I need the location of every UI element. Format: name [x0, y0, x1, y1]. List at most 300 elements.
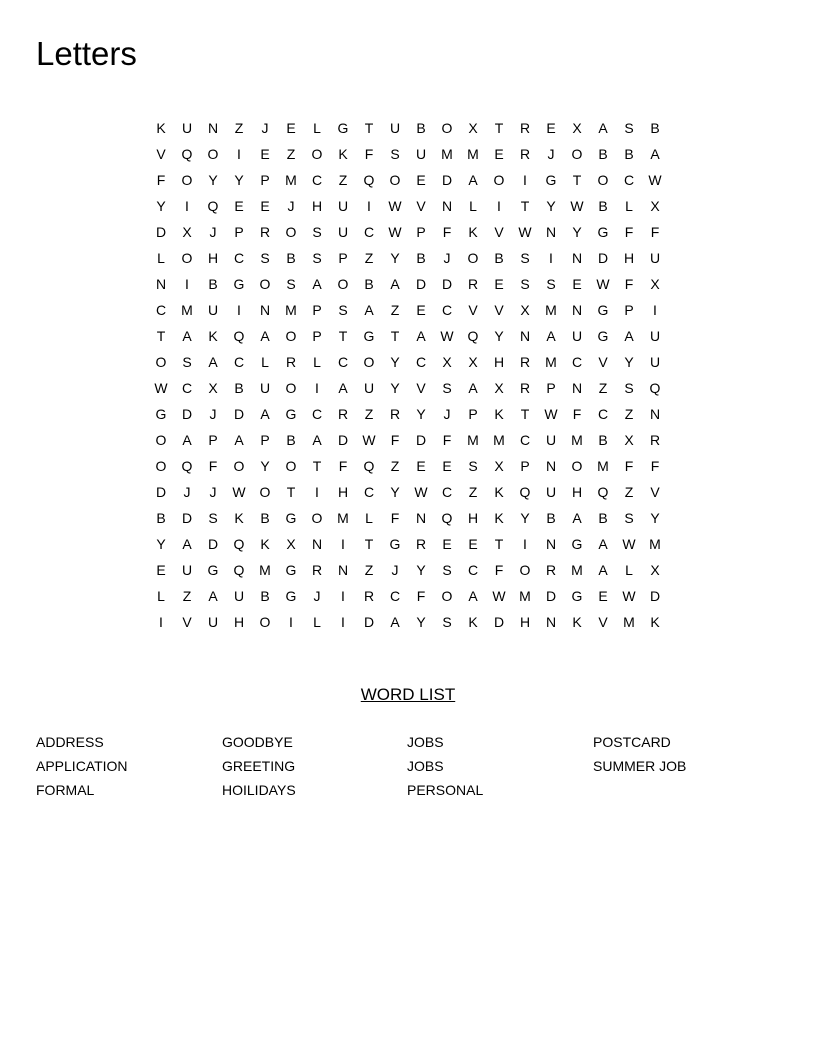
grid-row	[148, 245, 668, 271]
grid-letter: H	[493, 354, 505, 370]
grid-letter: U	[337, 198, 349, 214]
grid-letter: H	[233, 614, 245, 630]
grid-letter: O	[311, 510, 323, 526]
grid-letter: N	[571, 302, 583, 318]
grid-letter: Z	[286, 146, 296, 162]
grid-letter: Y	[546, 198, 556, 214]
grid-letter: C	[519, 432, 531, 448]
grid-letter: B	[156, 510, 166, 526]
grid-row	[148, 505, 668, 531]
grid-letter: E	[494, 146, 504, 162]
grid-letter: I	[315, 380, 319, 396]
word-list-column	[36, 730, 221, 802]
grid-letter: N	[155, 276, 167, 292]
grid-letter: Z	[234, 120, 244, 136]
grid-letter: D	[649, 588, 661, 604]
grid-row	[148, 115, 668, 141]
grid-letter: G	[597, 302, 609, 318]
grid-letter: B	[650, 120, 660, 136]
grid-letter: Y	[572, 224, 582, 240]
grid-letter: E	[546, 120, 556, 136]
grid-letter: W	[362, 432, 376, 448]
grid-letter: P	[312, 302, 322, 318]
grid-letter: S	[312, 224, 322, 240]
word-list-item: HOILIDAYS	[222, 782, 296, 798]
grid-letter: C	[597, 406, 609, 422]
grid-letter: T	[520, 406, 530, 422]
grid-letter: O	[259, 276, 271, 292]
word-list-item: GOODBYE	[222, 734, 293, 750]
grid-letter: X	[624, 432, 634, 448]
grid-letter: J	[209, 224, 217, 240]
grid-letter: B	[546, 510, 556, 526]
grid-letter: A	[208, 354, 218, 370]
page-title: Letters	[36, 35, 137, 72]
grid-letter: Y	[390, 250, 400, 266]
grid-letter: I	[289, 614, 293, 630]
grid-letter: A	[260, 406, 270, 422]
grid-letter: Y	[494, 328, 504, 344]
grid-letter: W	[596, 276, 610, 292]
grid-letter: N	[571, 380, 583, 396]
grid-letter: G	[337, 120, 349, 136]
grid-letter: O	[311, 146, 323, 162]
grid-letter: S	[624, 380, 634, 396]
grid-row	[148, 349, 668, 375]
grid-letter: G	[285, 510, 297, 526]
word-list-column	[222, 730, 407, 802]
grid-letter: W	[414, 484, 428, 500]
word-list-item: JOBS	[407, 734, 444, 750]
grid-letter: O	[285, 458, 297, 474]
grid-letter: X	[442, 354, 452, 370]
grid-letter: R	[519, 380, 531, 396]
grid-letter: H	[519, 614, 531, 630]
grid-letter: F	[494, 562, 504, 578]
grid-letter: M	[285, 172, 297, 188]
grid-letter: O	[493, 172, 505, 188]
grid-letter: J	[391, 562, 399, 578]
grid-letter: D	[233, 406, 245, 422]
grid-letter: R	[545, 562, 557, 578]
grid-letter: B	[416, 250, 426, 266]
grid-letter: B	[494, 250, 504, 266]
grid-letter: K	[208, 328, 218, 344]
grid-letter: F	[572, 406, 582, 422]
grid-letter: R	[363, 588, 375, 604]
grid-letter: C	[233, 250, 245, 266]
grid-letter: J	[261, 120, 269, 136]
grid-letter: J	[209, 406, 217, 422]
grid-letter: A	[416, 328, 426, 344]
grid-letter: A	[364, 302, 374, 318]
grid-letter: O	[285, 380, 297, 396]
grid-letter: M	[571, 432, 583, 448]
grid-letter: T	[520, 198, 530, 214]
grid-letter: Y	[390, 484, 400, 500]
grid-letter: Y	[208, 172, 218, 188]
grid-letter: C	[415, 354, 427, 370]
grid-letter: X	[182, 224, 192, 240]
grid-letter: Y	[390, 380, 400, 396]
grid-letter: X	[520, 302, 530, 318]
grid-letter: D	[181, 406, 193, 422]
grid-letter: M	[259, 562, 271, 578]
grid-letter: I	[653, 302, 657, 318]
grid-letter: M	[545, 354, 557, 370]
grid-letter: E	[156, 562, 166, 578]
grid-letter: L	[625, 198, 633, 214]
grid-letter: I	[315, 484, 319, 500]
grid-letter: J	[287, 198, 295, 214]
grid-row	[148, 323, 668, 349]
grid-letter: K	[572, 614, 582, 630]
grid-letter: M	[285, 302, 297, 318]
grid-letter: O	[285, 328, 297, 344]
grid-letter: S	[468, 458, 478, 474]
grid-letter: F	[338, 458, 348, 474]
grid-letter: E	[260, 146, 270, 162]
grid-letter: D	[545, 588, 557, 604]
grid-letter: V	[416, 380, 426, 396]
grid-letter: I	[237, 146, 241, 162]
grid-letter: R	[519, 120, 531, 136]
grid-letter: S	[260, 250, 270, 266]
grid-letter: D	[207, 536, 219, 552]
grid-letter: O	[207, 146, 219, 162]
grid-letter: E	[260, 198, 270, 214]
grid-letter: I	[185, 198, 189, 214]
grid-letter: T	[338, 328, 348, 344]
grid-letter: A	[390, 614, 400, 630]
grid-letter: B	[364, 276, 374, 292]
grid-letter: A	[624, 328, 634, 344]
grid-letter: M	[337, 510, 349, 526]
grid-letter: W	[622, 536, 636, 552]
grid-letter: V	[468, 302, 478, 318]
grid-letter: C	[363, 224, 375, 240]
grid-letter: I	[185, 276, 189, 292]
grid-letter: D	[363, 614, 375, 630]
grid-letter: Z	[390, 302, 400, 318]
grid-letter: N	[311, 536, 323, 552]
grid-letter: U	[337, 224, 349, 240]
grid-letter: Y	[416, 406, 426, 422]
grid-letter: F	[390, 510, 400, 526]
grid-letter: U	[545, 432, 557, 448]
grid-letter: W	[518, 224, 532, 240]
grid-letter: O	[571, 146, 583, 162]
grid-letter: I	[523, 536, 527, 552]
grid-letter: M	[467, 432, 479, 448]
grid-letter: E	[494, 276, 504, 292]
grid-letter: Y	[390, 354, 400, 370]
grid-letter: Y	[260, 458, 270, 474]
grid-letter: L	[313, 354, 321, 370]
grid-letter: E	[416, 458, 426, 474]
grid-letter: A	[182, 432, 192, 448]
grid-letter: L	[313, 120, 321, 136]
grid-letter: N	[519, 328, 531, 344]
grid-letter: A	[182, 536, 192, 552]
grid-letter: T	[286, 484, 296, 500]
grid-letter: A	[598, 536, 608, 552]
grid-letter: R	[389, 406, 401, 422]
grid-letter: H	[571, 484, 583, 500]
grid-letter: P	[312, 328, 322, 344]
grid-letter: S	[546, 276, 556, 292]
grid-letter: W	[232, 484, 246, 500]
grid-letter: K	[468, 224, 478, 240]
grid-letter: Y	[520, 510, 530, 526]
grid-letter: Z	[364, 250, 374, 266]
grid-letter: D	[155, 484, 167, 500]
grid-letter: C	[311, 172, 323, 188]
grid-letter: A	[572, 510, 582, 526]
word-list-item: JOBS	[407, 758, 444, 774]
grid-letter: A	[598, 120, 608, 136]
grid-letter: P	[520, 458, 530, 474]
grid-letter: N	[545, 224, 557, 240]
grid-letter: V	[650, 484, 660, 500]
grid-letter: T	[390, 328, 400, 344]
grid-letter: H	[467, 510, 479, 526]
grid-letter: P	[260, 432, 270, 448]
grid-letter: I	[341, 614, 345, 630]
grid-letter: G	[389, 536, 401, 552]
grid-letter: A	[468, 380, 478, 396]
grid-letter: S	[442, 614, 452, 630]
grid-letter: Q	[233, 328, 245, 344]
grid-letter: V	[182, 614, 192, 630]
grid-letter: F	[416, 588, 426, 604]
grid-letter: C	[155, 302, 167, 318]
grid-letter: L	[313, 614, 321, 630]
grid-letter: V	[494, 224, 504, 240]
grid-letter: U	[181, 562, 193, 578]
grid-letter: J	[209, 484, 217, 500]
grid-letter: Z	[468, 484, 478, 500]
grid-letter: K	[234, 510, 244, 526]
grid-letter: N	[649, 406, 661, 422]
grid-letter: E	[598, 588, 608, 604]
grid-letter: J	[443, 406, 451, 422]
grid-letter: D	[493, 614, 505, 630]
grid-letter: X	[468, 120, 478, 136]
grid-letter: X	[650, 276, 660, 292]
grid-letter: N	[441, 198, 453, 214]
grid-letter: Q	[441, 510, 453, 526]
grid-letter: G	[155, 406, 167, 422]
grid-letter: C	[363, 484, 375, 500]
grid-letter: O	[597, 172, 609, 188]
grid-letter: O	[571, 458, 583, 474]
grid-row	[148, 375, 668, 401]
grid-letter: X	[650, 562, 660, 578]
grid-letter: O	[155, 458, 167, 474]
grid-letter: A	[182, 328, 192, 344]
grid-letter: O	[155, 432, 167, 448]
grid-letter: D	[415, 276, 427, 292]
grid-letter: Q	[363, 172, 375, 188]
grid-letter: G	[571, 588, 583, 604]
grid-letter: X	[286, 536, 296, 552]
grid-letter: W	[388, 224, 402, 240]
grid-letter: D	[441, 276, 453, 292]
grid-letter: P	[234, 224, 244, 240]
grid-letter: F	[650, 224, 660, 240]
grid-letter: E	[442, 458, 452, 474]
word-list-item: APPLICATION	[36, 758, 128, 774]
grid-letter: U	[207, 614, 219, 630]
grid-letter: B	[624, 146, 634, 162]
grid-letter: D	[155, 224, 167, 240]
grid-letter: Q	[233, 536, 245, 552]
grid-letter: C	[467, 562, 479, 578]
grid-letter: O	[467, 250, 479, 266]
grid-letter: C	[571, 354, 583, 370]
grid-letter: N	[545, 458, 557, 474]
grid-letter: L	[625, 562, 633, 578]
grid-letter: A	[468, 172, 478, 188]
grid-letter: G	[285, 562, 297, 578]
grid-letter: W	[544, 406, 558, 422]
grid-letter: B	[598, 198, 608, 214]
grid-letter: Z	[598, 380, 608, 396]
grid-letter: K	[468, 614, 478, 630]
word-list-item: POSTCARD	[593, 734, 671, 750]
grid-letter: M	[181, 302, 193, 318]
grid-letter: E	[572, 276, 582, 292]
grid-letter: J	[313, 588, 321, 604]
grid-letter: C	[441, 484, 453, 500]
grid-letter: A	[312, 276, 322, 292]
grid-letter: B	[598, 146, 608, 162]
grid-letter: I	[341, 588, 345, 604]
grid-letter: Q	[597, 484, 609, 500]
grid-letter: E	[442, 536, 452, 552]
grid-letter: B	[598, 510, 608, 526]
grid-letter: W	[388, 198, 402, 214]
grid-letter: C	[233, 354, 245, 370]
grid-letter: G	[597, 328, 609, 344]
grid-letter: Z	[364, 406, 374, 422]
grid-letter: D	[337, 432, 349, 448]
grid-row	[148, 193, 668, 219]
grid-letter: A	[390, 276, 400, 292]
grid-letter: S	[286, 276, 296, 292]
grid-letter: A	[598, 562, 608, 578]
word-list-item: FORMAL	[36, 782, 95, 798]
grid-letter: T	[494, 536, 504, 552]
grid-letter: O	[285, 224, 297, 240]
grid-letter: N	[259, 302, 271, 318]
grid-letter: D	[597, 250, 609, 266]
grid-letter: I	[237, 302, 241, 318]
grid-letter: M	[571, 562, 583, 578]
grid-letter: D	[441, 172, 453, 188]
grid-letter: N	[545, 614, 557, 630]
grid-letter: O	[337, 276, 349, 292]
grid-letter: W	[648, 172, 662, 188]
grid-letter: B	[416, 120, 426, 136]
grid-letter: U	[649, 250, 661, 266]
grid-letter: Q	[519, 484, 531, 500]
grid-letter: L	[157, 250, 165, 266]
grid-letter: F	[208, 458, 218, 474]
grid-letter: T	[572, 172, 582, 188]
grid-letter: V	[416, 198, 426, 214]
grid-letter: L	[157, 588, 165, 604]
grid-letter: A	[312, 432, 322, 448]
grid-letter: E	[234, 198, 244, 214]
grid-letter: J	[183, 484, 191, 500]
grid-letter: F	[364, 146, 374, 162]
grid-letter: U	[363, 380, 375, 396]
grid-letter: T	[364, 120, 374, 136]
grid-row	[148, 479, 668, 505]
grid-letter: V	[494, 302, 504, 318]
grid-letter: Q	[467, 328, 479, 344]
grid-letter: A	[234, 432, 244, 448]
grid-letter: S	[390, 146, 400, 162]
grid-letter: O	[441, 588, 453, 604]
grid-letter: S	[338, 302, 348, 318]
grid-letter: B	[598, 432, 608, 448]
grid-letter: O	[441, 120, 453, 136]
grid-letter: D	[181, 510, 193, 526]
grid-letter: I	[341, 536, 345, 552]
grid-letter: M	[467, 146, 479, 162]
grid-letter: L	[469, 198, 477, 214]
grid-letter: P	[416, 224, 426, 240]
grid-row	[148, 531, 668, 557]
grid-letter: E	[416, 172, 426, 188]
grid-letter: G	[233, 276, 245, 292]
grid-letter: S	[520, 276, 530, 292]
grid-letter: K	[156, 120, 166, 136]
grid-letter: E	[286, 120, 296, 136]
grid-letter: T	[494, 120, 504, 136]
grid-letter: B	[260, 588, 270, 604]
grid-letter: J	[547, 146, 555, 162]
word-list-column	[593, 730, 778, 778]
grid-letter: S	[624, 510, 634, 526]
grid-letter: H	[337, 484, 349, 500]
grid-letter: F	[624, 224, 634, 240]
grid-letter: X	[572, 120, 582, 136]
grid-letter: H	[207, 250, 219, 266]
grid-letter: B	[260, 510, 270, 526]
grid-letter: F	[156, 172, 166, 188]
grid-letter: S	[624, 120, 634, 136]
grid-letter: Y	[234, 172, 244, 188]
grid-letter: V	[598, 354, 608, 370]
grid-letter: G	[285, 588, 297, 604]
grid-letter: R	[311, 562, 323, 578]
grid-letter: O	[363, 354, 375, 370]
grid-letter: N	[545, 536, 557, 552]
grid-letter: K	[650, 614, 660, 630]
grid-letter: C	[441, 302, 453, 318]
grid-letter: H	[623, 250, 635, 266]
grid-letter: S	[208, 510, 218, 526]
grid-letter: X	[650, 198, 660, 214]
grid-letter: G	[571, 536, 583, 552]
grid-letter: O	[259, 614, 271, 630]
grid-row	[148, 219, 668, 245]
grid-letter: Q	[181, 458, 193, 474]
